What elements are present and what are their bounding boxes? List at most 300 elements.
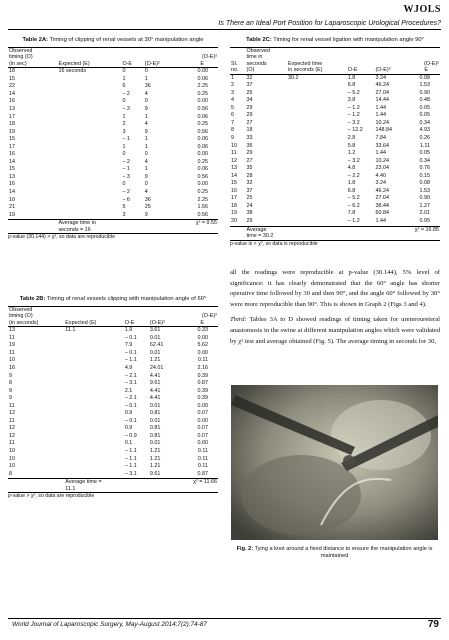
table-2b-row [8, 350, 218, 358]
table-2c-cell: 27 [246, 157, 253, 164]
table-2c-cell: 0.34 [419, 119, 430, 126]
table-2b-cell: 0.33 [197, 327, 208, 334]
table-2b-cell: – 0.1 [124, 334, 137, 341]
table-2a-row [8, 129, 218, 137]
table-2c-cell: 1.8 [347, 180, 356, 187]
table-2a-cell: 19 [9, 211, 15, 218]
table-2a-row [8, 181, 218, 189]
table-2a-cell: 16 [9, 151, 15, 158]
table-2c-cell: 16 [231, 187, 237, 194]
table-2b-row [8, 440, 218, 448]
table-2b-cell: 0.39 [197, 372, 208, 379]
table-2c-row [230, 82, 440, 90]
table-2c-cell: 25 [246, 195, 253, 202]
table-2b-cell: 0.00 [197, 334, 208, 341]
table-2a-cell: 0.25 [197, 121, 208, 128]
table-2b-cell [64, 335, 124, 343]
table-2b-cell [64, 410, 124, 418]
table-2a-cell: 18 [9, 121, 15, 128]
table-2c-row [230, 165, 440, 173]
table-2c-cell: – 1.2 [347, 218, 360, 225]
table-2c-cell: – 5.2 [347, 89, 360, 96]
table-2a-cell: 9 [144, 128, 148, 135]
table-2b-cell: 0.11 [197, 357, 208, 364]
table-2c-cell: – 5.2 [347, 195, 360, 202]
table-2a-cell [57, 91, 121, 99]
table-2a-cell: 14 [9, 188, 15, 195]
table-2c-cell [287, 112, 347, 120]
table-2b-cell: 9 [9, 387, 12, 394]
table-2c-cell [287, 180, 347, 188]
table-2c-chi: χ² = 16.85 [414, 226, 439, 233]
table-2c-cell: 2.01 [419, 210, 430, 217]
table-2c-cell: 4.8 [347, 165, 356, 172]
table-2c-cell: 6.8 [347, 82, 356, 89]
table-2b-cell: 8 [9, 380, 12, 387]
table-2a-caption: Table 2A: Timing of clipping of renal vessels at 30° manipulation angle [22, 37, 204, 43]
table-2c-grid: Observed time in Sl. seconds Expected time (O-E)² no. (O) in seconds (E) O-E (O-E)² E 1 32 30.2 1.8 3.24 0.08 2 37 6.8 46.24 1.53 3 25 – 5.2 27.04 0.90 4 34 3.8 14.44 0.48 5 29 – 1.2 1.44 0.05 6 29 – 1.2 1.44 0.05 7 27 – 3.2 10.24 0.34 8 18 – 12.2 148.84 4.93 9 33 2.8 7.84 0.26 10 36 5.8 33.64 1.11 11 29 1.2 1.44 0.05 12 27 – 3.2 10.24 0.34 13 35 4.8 23.04 0.76 14 28 – 2.2 4.40 0.15 15 32 1.8 3.24 0.08 16 37 6.8 46.24 1.53 17 25 – 5.2 27.04 0.90 18 24 – 6.2 38.44 1.27 19 38 7.8 60.84 2.01 20 29 – 1.2 1.44 0.05 Average χ² = 16.85 time = 30.2 [231, 48, 439, 240]
table-2c-cell: 37 [246, 187, 253, 194]
table-2b-cell: – 0.1 [124, 349, 137, 356]
table-2b-cell: 1.21 [149, 463, 161, 470]
table-2a-cell: 0.06 [197, 143, 208, 150]
table-2c-cell: 18 [246, 127, 253, 134]
table-2c-cell: 27.04 [375, 195, 390, 202]
table-2b-cell [64, 425, 124, 433]
table-2a-cell: 0.06 [197, 75, 208, 82]
table-2b-cell: 0.11 [197, 447, 208, 454]
table-2a-row [8, 144, 218, 152]
table-2b-row [8, 373, 218, 381]
table-2c-row [230, 120, 440, 128]
page-number: 79 [427, 619, 439, 630]
table-2b-cell [64, 463, 124, 471]
table-2c-cell: 8 [231, 127, 234, 134]
table-2c-cell: 3.8 [347, 97, 356, 104]
table-2c-row [230, 203, 440, 211]
table-2a-cell: – 2 [122, 158, 130, 165]
table-2a-pvalue: p-value (30.144) > χ², so data are reproducible [8, 234, 115, 241]
table-2a-cell: 0.25 [197, 188, 208, 195]
table-2a-cell: 15 [9, 136, 15, 143]
table-2a-row [8, 68, 218, 76]
table-2c-cell [287, 203, 347, 211]
table-2a-cell: 16 seconds [58, 68, 87, 75]
table-2a-cell: 4 [144, 158, 148, 165]
table-2a-cell: 1 [144, 143, 148, 150]
body-paragraph-2: Third: Tables 3A to D showed readings of timing taken for ureteroureteral anastomosis in the swine at different manipulation angles which were validated by χ² test and average obtained (Fig. 5). The average timing in seconds for 30, [230, 316, 440, 345]
table-2b-row [8, 471, 218, 479]
table-2c-row [230, 135, 440, 143]
table-2a-row [8, 204, 218, 212]
table-2a-cell: 0.00 [197, 151, 208, 158]
table-2a-cell: 14 [9, 158, 15, 165]
table-2c-cell: 46.24 [375, 187, 390, 194]
table-2b-cell [64, 388, 124, 396]
table-2b-cell: 11 [9, 334, 15, 341]
table-2a-cell: 5 [122, 204, 126, 211]
table-2a-cell [57, 98, 121, 106]
table-2a-row [8, 159, 218, 167]
table-2c-cell: 32 [246, 180, 253, 187]
table-2b-cell [64, 418, 124, 426]
table-2c-cell: 1.11 [419, 142, 430, 149]
table-2a-cell: 4 [144, 90, 148, 97]
table-2b-cell: – 2.1 [124, 395, 137, 402]
table-2c-cell: 7.8 [347, 210, 356, 217]
table-2b-cell: 0.07 [197, 425, 208, 432]
table-2c-cell: 36 [246, 142, 253, 149]
running-title: Is There an Ideal Port Position for Laparoscopic Urological Procedures? [218, 20, 441, 27]
table-2c-cell: 20 [231, 218, 237, 225]
table-2c-cell: 17 [231, 195, 237, 202]
table-2b-cell: 0.07 [197, 410, 208, 417]
table-2a-row [8, 151, 218, 159]
header-rule [8, 29, 441, 30]
table-2c-cell: 0.48 [419, 97, 430, 104]
table-2a-cell: 36 [144, 83, 151, 90]
table-2b-cell: 10 [9, 447, 15, 454]
table-2a-cell: 15 [9, 166, 15, 173]
table-2b-cell: – 1.1 [124, 463, 137, 470]
table-2a-cell: 1 [122, 75, 126, 82]
table-2c-cell: 10 [231, 142, 237, 149]
table-2b-cell: 4.9 [124, 364, 133, 371]
table-2c-cell: 0.05 [419, 112, 430, 119]
table-2b-cell: – 0.1 [124, 402, 137, 409]
table-2a-cell: – 2 [122, 188, 130, 195]
table-2c-cell: 3.24 [375, 180, 387, 187]
table-2b-cell: – 1.1 [124, 357, 137, 364]
table-2b-cell [64, 456, 124, 464]
table-2b-cell: 0.1 [124, 440, 133, 447]
table-2a-cell: 15 [9, 75, 15, 82]
table-2a-cell [57, 181, 121, 189]
table-2a-row [8, 83, 218, 91]
table-2a-cell: 0.56 [197, 105, 208, 112]
table-2a-cell: 10 [9, 196, 15, 203]
table-2a-grid: Observed timing (O) (O-E)² (in sec) Expected (E) O-E (O-E)² E 18 16 seconds 0 0 0.00 15 1 1 0.06 22 6 36 2.25 14 – 2 4 0.25 16 0 0 0.00 13 – 3 9 0.56 17 1 1 0.06 18 2 4 0.25 19 3 9 0.56 15 – 1 1 0.06 17 1 1 0.06 16 0 0 0.00 14 – 2 4 0.25 15 – 1 1 0.06 13 – 3 9 0.56 16 0 0 0.00 14 – 2 4 0.25 10 – 6 36 2.25 21 5 25 1.56 19 3 9 0.56 Average time in χ² = 9.55 seconds = 16 [9, 48, 217, 233]
table-2b-cell: 11 [9, 440, 15, 447]
table-2b-cell: 12 [9, 432, 15, 439]
table-2c-cell: 0.08 [419, 74, 430, 81]
table-2b-cell: 0.00 [197, 402, 208, 409]
table-2b-row [8, 410, 218, 418]
table-2a-cell: 22 [9, 83, 15, 90]
table-2a-row [8, 136, 218, 144]
table-2a-cell [57, 106, 121, 114]
table-2c-cell: 27 [246, 119, 253, 126]
table-2a-cell: 17 [9, 113, 15, 120]
journal-abbrev: WJOLS [403, 4, 441, 15]
table-2c-cell: 29 [246, 218, 253, 225]
table-2c-cell: 1.44 [375, 218, 387, 225]
table-2b-row [8, 380, 218, 388]
table-2a-row [8, 212, 218, 220]
table-2c-row [230, 97, 440, 105]
table-2a-cell: 16 [9, 181, 15, 188]
table-2a-cell: – 1 [122, 136, 130, 143]
table-2a-cell: 14 [9, 90, 15, 97]
table-2c-cell: 0.08 [419, 180, 430, 187]
table-2b-row [8, 395, 218, 403]
table-2b-cell: 0.81 [149, 425, 161, 432]
table-2c-cell: 9 [231, 135, 234, 141]
table-2c-cell: 4.93 [419, 127, 430, 134]
table-2c-cell: 0.90 [419, 195, 430, 202]
table-2a-cell: 19 [9, 128, 15, 135]
table-2a-cell [57, 76, 121, 84]
table-2a-cell: – 2 [122, 90, 130, 97]
table-2b-caption: Table 2B: Timing of renal vessels clipping with manipulation angle of 60° [19, 296, 207, 302]
table-2c-cell: 0.05 [419, 150, 430, 157]
table-2b-cell: 8 [9, 470, 12, 477]
table-2c-cell: 0.90 [419, 89, 430, 96]
table-2b-cell: 1.21 [149, 447, 161, 454]
table-2c-row [230, 218, 440, 226]
table-2b-cell: 9.61 [149, 470, 161, 477]
table-2c-cell: 6 [231, 112, 234, 119]
table-2b-cell: 0.9 [124, 425, 133, 432]
table-2c-cell: 29 [246, 104, 253, 111]
table-2b-cell: – 0.9 [124, 432, 137, 439]
table-2b-cell: 0.01 [149, 349, 161, 356]
table-2a-cell [57, 83, 121, 91]
table-2c-row [230, 74, 440, 82]
table-2a-cell: 1 [122, 113, 126, 120]
table-2b-cell [64, 433, 124, 441]
table-2b-cell: 0.00 [197, 417, 208, 424]
table-2c-cell: 5.8 [347, 142, 356, 149]
table-2c-cell: 23.04 [375, 165, 390, 172]
table-2a-cell: 13 [9, 173, 15, 180]
table-2a-cell: 2.25 [197, 83, 208, 90]
table-2a-cell: 13 [9, 105, 15, 112]
table-2c-cell: 30.2 [288, 74, 299, 81]
table-2a-chi: χ² = 9.55 [195, 220, 217, 227]
table-2a-cell: 21 [9, 204, 15, 211]
table-2a-cell: 0 [144, 98, 148, 105]
table-2a-cell: 0.56 [197, 128, 208, 135]
table-2b-cell: – 1.1 [124, 455, 137, 462]
table-2c-cell: 7.84 [375, 135, 387, 141]
table-2c-cell: 46.24 [375, 82, 390, 89]
table-2a-cell: 0 [122, 181, 126, 188]
table-2b-row [8, 342, 218, 350]
table-2a-cell: 9 [144, 211, 148, 218]
table-2b-row [8, 327, 218, 335]
table-2a-avg-value: seconds = 16 [58, 226, 91, 233]
table-2a-cell: 0 [144, 181, 148, 188]
table-2c-cell: 3 [231, 89, 234, 96]
table-2a-cell [57, 136, 121, 144]
table-2b-cell: 11 [9, 402, 15, 409]
table-2c-caption: Table 2C: Timing for renal vessel ligation with manipulation angle 90° [246, 37, 424, 43]
table-2a-cell: 3 [122, 211, 126, 218]
table-2c-cell: 60.84 [375, 210, 390, 217]
footer-rule [8, 618, 441, 619]
table-2a-cell: 9 [144, 173, 148, 180]
table-2b-cell: 1.21 [149, 455, 161, 462]
table-2b-cell: 7.9 [124, 342, 133, 349]
table-2b-cell [64, 403, 124, 411]
table-2b-cell [64, 440, 124, 448]
table-2a-row [8, 174, 218, 182]
table-2c-cell: 15 [231, 180, 237, 187]
table-2a-row [8, 106, 218, 114]
table-2c-cell [287, 97, 347, 105]
table-2a-cell [57, 204, 121, 212]
table-2b-cell [64, 365, 124, 373]
table-2b-cell: 0.9 [124, 410, 133, 417]
table-2c-cell: – 12.2 [347, 127, 363, 134]
table-2b-cell: 0.00 [197, 440, 208, 447]
table-2b-cell: 0.87 [197, 380, 208, 387]
table-2c-cell: 0.34 [419, 157, 430, 164]
table-2a-cell: 0.25 [197, 158, 208, 165]
table-2c-row [230, 180, 440, 188]
table-2b-row [8, 433, 218, 441]
table-2a-row [8, 98, 218, 106]
table-2c-cell: 14 [231, 172, 237, 179]
table-2c-cell: 1.44 [375, 112, 387, 119]
table-2c-cell: 38.44 [375, 202, 390, 209]
table-2b-cell: 4.41 [149, 395, 161, 402]
table-2c-cell: 2.8 [347, 135, 356, 141]
table-2b-avg-label: Average time = [65, 479, 102, 486]
table-2a-cell: 1 [144, 136, 148, 143]
table-2c-cell: 34 [246, 97, 253, 104]
table-2c-cell: 1.2 [347, 150, 356, 157]
table-2c-avg-value: time = 30.2 [246, 233, 274, 240]
table-2c-cell: 25 [246, 89, 253, 96]
table-2b-cell [64, 357, 124, 365]
table-2b-cell [64, 342, 124, 350]
table-2c-cell [287, 150, 347, 158]
table-2c-cell: 1.53 [419, 187, 430, 194]
table-2b-cell: – 0.1 [124, 417, 137, 424]
table-2c-cell: 1.44 [375, 150, 387, 157]
table-2b-cell: 0.81 [149, 432, 161, 439]
table-2a-avg-label: Average time in [58, 220, 96, 227]
table-2c-cell: 33.64 [375, 142, 390, 149]
table-2c-cell: – 3.2 [347, 119, 360, 126]
table-2a-cell: 1 [144, 166, 148, 173]
table-2b-row [8, 463, 218, 471]
table-2c-cell: 0.05 [419, 104, 430, 111]
table-2b-cell: 4.41 [149, 372, 161, 379]
table-2c-cell: 24 [246, 202, 253, 209]
table-2b-row [8, 388, 218, 396]
table-2b-cell: 62.41 [149, 342, 164, 349]
table-2a-cell: 1 [144, 75, 148, 82]
table-2a-cell: 0 [144, 151, 148, 158]
table-2c-cell: – 1.2 [347, 112, 360, 119]
table-2c-cell: 19 [231, 210, 237, 217]
table-2c-cell: 38 [246, 210, 253, 217]
table-2b-row [8, 365, 218, 373]
table-2b-cell: 10 [9, 463, 15, 470]
table-2a-cell: 0 [122, 68, 126, 75]
body-paragraph-1: all the readings were reproducible at p-value (30.144), 5% level of significance: it has clearly demonstrated that the 60° angle has shorter operative time followed by 30 and then 90°, and the angle 60° followed by 30° were more reproducible than 90°. This is shown in Graph 2 (Figs 3 and 4). [230, 269, 440, 308]
table-2c-cell [287, 195, 347, 203]
table-2a-cell: 2 [122, 121, 126, 128]
table-2b [8, 296, 218, 500]
table-2b-cell: 9 [9, 372, 12, 379]
table-2b-cell: – 1.1 [124, 447, 137, 454]
table-2b-cell: 1.9 [124, 327, 133, 334]
table-2c-cell [287, 210, 347, 218]
table-2b-cell: 11 [9, 349, 15, 356]
table-2c-row [230, 188, 440, 196]
table-2a-cell: 0.06 [197, 136, 208, 143]
table-2b-cell: 0.01 [149, 417, 161, 424]
table-2a-cell: 4 [144, 188, 148, 195]
table-2a-cell: 0.56 [197, 211, 208, 218]
table-2b-cell: 0.11 [197, 455, 208, 462]
table-2c-cell: 6.8 [347, 187, 356, 194]
table-2b-cell: 19 [9, 342, 15, 349]
table-2a-cell: 16 [9, 98, 15, 105]
table-2a-cell: 9 [144, 105, 148, 112]
table-2b-cell: – 2.1 [124, 372, 137, 379]
table-2c-cell: 1.44 [375, 104, 387, 111]
table-2c-row [230, 90, 440, 98]
table-2a [8, 37, 218, 241]
table-2c-cell: 1 [231, 74, 234, 81]
table-2c-row [230, 195, 440, 203]
table-2a-cell: 18 [9, 68, 15, 75]
table-2a-cell: 25 [144, 204, 151, 211]
table-2a-cell [57, 189, 121, 197]
table-2b-cell: 0.01 [149, 334, 161, 341]
table-2c-row [230, 173, 440, 181]
table-2b-avg-value: 11.1 [65, 485, 76, 492]
table-2a-cell [57, 129, 121, 137]
table-2a-cell: 0.56 [197, 173, 208, 180]
table-2b-grid: Observed timing (O) (O-E)² (in seconds) Expected (E) O-E (O-E)² E 13 11.1 1.9 3.61 0.33 11 – 0.1 0.01 0.00 19 7.9 62.41 5.62 11 – 0.1 0.01 0.00 10 – 1.1 1.21 0.11 16 4.9 24.01 2.16 9 – 2.1 4.41 0.39 8 – 3.1 9.61 0.87 9 2.1 4.41 0.39 9 – 2.1 4.41 0.39 11 – 0.1 0.01 0.00 12 0.9 0.81 0.07 11 – 0.1 0.01 0.00 12 0.9 0.81 0.07 12 – 0.9 0.81 0.07 11 0.1 0.01 0.00 10 – 1.1 1.21 0.11 10 – 1.1 1.21 0.11 10 – 1.1 1.21 0.11 8 – 3.1 9.61 0.87 Average time = χ² = 11.66 11.1 [9, 307, 217, 492]
table-2b-row [8, 456, 218, 464]
table-2c-cell: 1.27 [419, 202, 430, 209]
table-2c-cell [287, 143, 347, 151]
table-2b-cell [64, 380, 124, 388]
table-2c-row [230, 143, 440, 151]
table-2c-cell [287, 173, 347, 181]
table-2a-cell [57, 144, 121, 152]
table-2c-cell: 10.24 [375, 157, 390, 164]
table-2c-row [230, 105, 440, 113]
table-2c-cell: 10.24 [375, 119, 390, 126]
table-2c-cell: 1.53 [419, 82, 430, 89]
table-2a-cell [57, 159, 121, 167]
table-2c-cell: 4 [231, 97, 234, 104]
table-2b-cell [64, 395, 124, 403]
table-2a-cell [57, 212, 121, 220]
table-2a-cell: – 3 [122, 105, 130, 112]
table-2b-cell: 0.01 [149, 402, 161, 409]
figure-caption: Fig. 2: Tying a knot around a fixed distance to ensure the manipulation angle is maintained [236, 546, 433, 559]
table-2a-cell: 1 [144, 113, 148, 120]
table-2b-cell [64, 448, 124, 456]
table-2b-cell: 9 [9, 395, 12, 402]
surgical-photo-image [231, 385, 438, 540]
table-2a-row [8, 114, 218, 122]
table-2b-cell: 2.16 [197, 364, 208, 371]
table-2a-cell: 6 [122, 83, 126, 90]
table-2a-cell: 0.00 [197, 98, 208, 105]
table-2c-cell [287, 218, 347, 226]
table-2a-cell: 17 [9, 143, 15, 150]
